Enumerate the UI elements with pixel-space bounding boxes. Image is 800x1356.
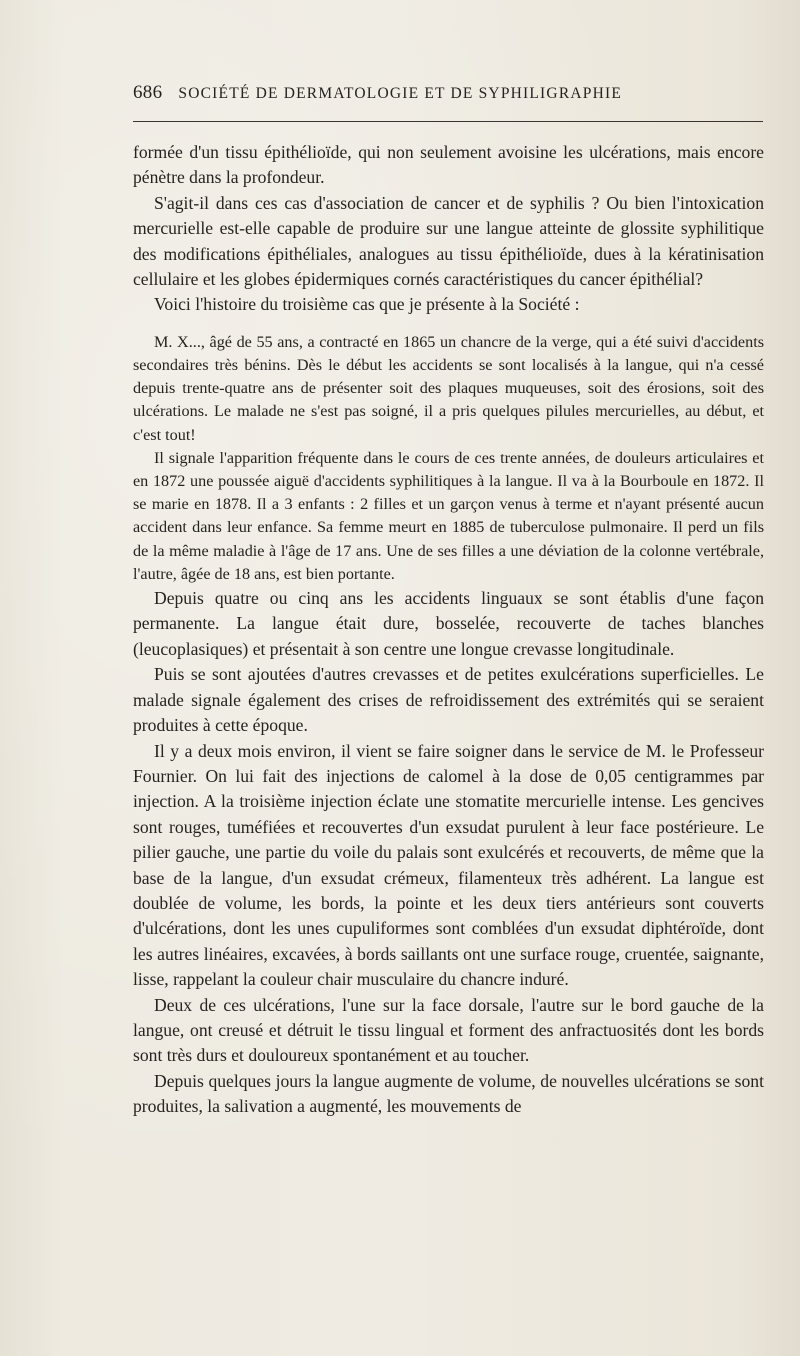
paragraph-lingual-accidents: Depuis quatre ou cinq ans les accidents linguaux se sont établis d'une façon permanente. La langue était dure, bosselée, recouverte de taches blanches (leucoplasiques) et présentait à son centre une longue crevasse longitudinale. — [133, 588, 764, 659]
running-title: SOCIÉTÉ DE DERMATOLOGIE ET DE SYPHILIGRAPHIE — [178, 85, 622, 102]
paragraph-progression: Depuis quelques jours la langue augmente de volume, de nouvelles ulcérations se sont produites, la salivation a augmenté, les mouvements de — [133, 1070, 764, 1117]
paragraph-treatment: Il y a deux mois environ, il vient se faire soigner dans le service de M. le Professeur Fournier. On lui fait des injections de calomel à la dose de 0,05 centigrammes par injection. A la troisième injection éclate une stomatite mercurielle intense. Les gencives sont rouges, tuméfiées et recouvertes d'un exsudat purulent à leur face postérieure. Le pilier gauche, une partie du voile du palais sont exulcérés et recouverts, de même que la base de la langue, d'un exsudat crémeux, filamenteux très adhérent. La langue est doublée de volume, les bords, la pointe et les deux tiers antérieurs sont couverts d'ulcérations, dont les unes cupuliformes sont comblées d'un exsudat diphtéroïde, dont les autres linéaires, excavées, à bords saillants ont une surface rouge, cruentée, saignante, lisse, rappelant la couleur chair musculaire du chancre induré. — [133, 740, 764, 990]
paragraph-crevasses: Puis se sont ajoutées d'autres crevasses et de petites exulcérations superficielles. Le malade signale également des crises de refroidissement des extrémités qui se seraient produites à cette époque. — [133, 664, 764, 736]
paragraph-ulcerations: Deux de ces ulcérations, l'une sur la face dorsale, l'autre sur le bord gauche de la langue, ont creusé et détruit le tissu lingual et forment des anfractuosités dont les bords sont très durs et douloureux spontanément et au toucher. — [133, 994, 764, 1066]
paragraph-case-history: M. X..., âgé de 55 ans, a contracté en 1865 un chancre de la verge, qui a été suivi d'accidents secondaires très bénins. Dès le début les accidents se sont localisés à la langue, qui n'a cessé depuis trente-quatre ans de présenter soit des plaques muqueuses, soit des érosions, soit des ulcérations. Le malade ne s'est pas soigné, il a pris quelques pilules mercurielles, au début, et c'est tout! — [133, 332, 764, 444]
paragraph-question: S'agit-il dans ces cas d'association de cancer et de syphilis ? Ou bien l'intoxication mercurielle est-elle capable de produire sur une langue atteinte de glossite syphilitique des modifications épithéliales, analogues au tissu épithélioïde, dues à la kératinisation cellulaire et les globes épidermiques cornés caractéristiques du cancer épithélial? — [133, 192, 764, 290]
section-gap — [133, 318, 764, 331]
page-number: 686 — [133, 82, 163, 103]
header-rule — [133, 121, 763, 122]
running-head — [133, 82, 763, 108]
body-text — [133, 140, 764, 1120]
paragraph-antecedents: Il signale l'apparition fréquente dans le cours de ces trente années, de douleurs articulaires et en 1872 une poussée aiguë d'accidents syphilitiques à la langue. Il va à la Bourboule en 1872. Il se marie en 1878. Il a 3 enfants : 2 filles et un garçon venus à terme et n'ayant présenté aucun accident dans leur enfance. Sa femme meurt en 1885 de tuberculose pulmonaire. Il perd un fils de la même maladie à l'âge de 17 ans. Une de ses filles a une déviation de la colonne vertébrale, l'autre, âgée de 18 ans, est bien portante. — [133, 448, 764, 583]
paragraph-continuation: formée d'un tissu épithélioïde, qui non seulement avoisine les ulcérations, mais encore pénètre dans la profondeur. — [133, 142, 764, 188]
paragraph-intro-case: Voici l'histoire du troisième cas que je présente à la Société : — [154, 294, 580, 315]
